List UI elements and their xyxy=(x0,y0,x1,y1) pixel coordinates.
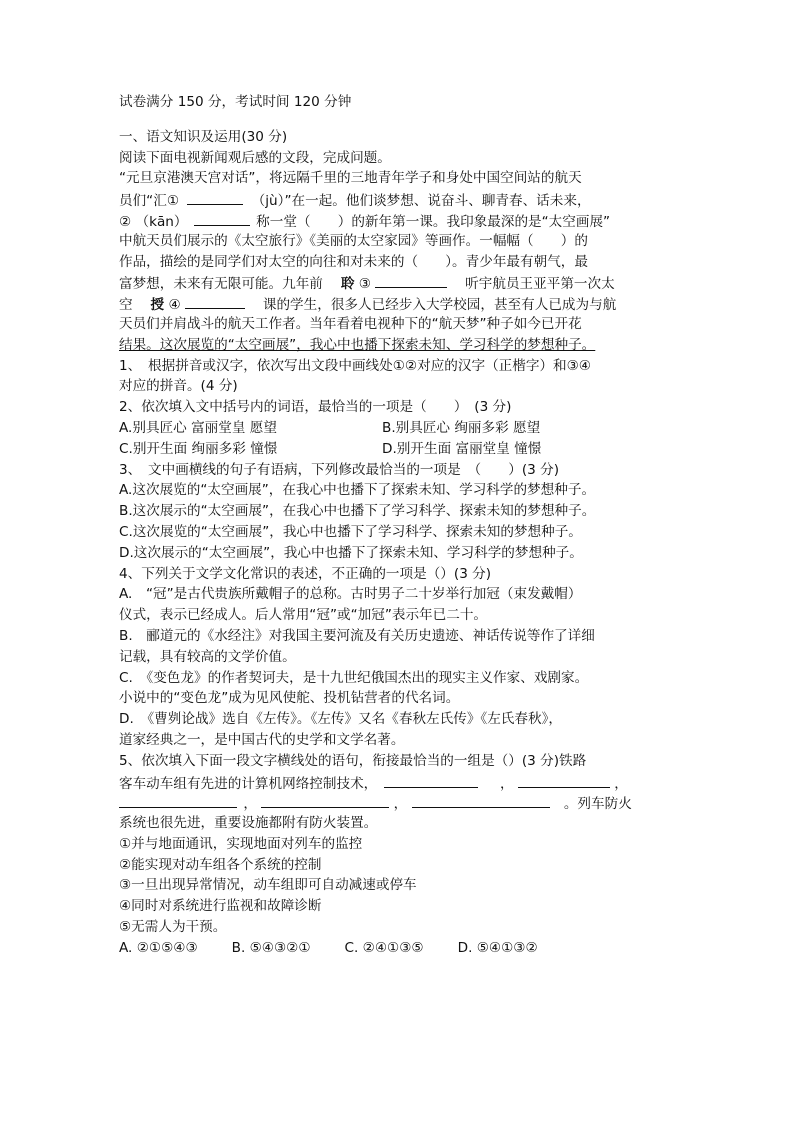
option-a[interactable]: A. “冠”是古代贵族所戴帽子的总称。古时男子二十岁举行加冠（束发戴帽） xyxy=(119,586,582,603)
passage-text: 听宇航员王亚平第一次太 xyxy=(451,276,615,293)
question-stem: ， ， 。列车防火 xyxy=(119,792,681,813)
answer-blank-5c[interactable] xyxy=(119,792,237,808)
option-d[interactable]: D.别开生面 富丽堂皇 憧憬 xyxy=(382,440,542,457)
answer-blank-5b[interactable] xyxy=(518,772,610,788)
passage-line xyxy=(119,210,681,231)
section-intro: 阅读下面电视新闻观后感的文段，完成问题。 xyxy=(119,149,391,166)
passage-text: 空 xyxy=(119,297,147,314)
sentence-item: ②能实现对动车组各个系统的控制 xyxy=(119,856,322,873)
passage-line: 中航天员们展示的《太空旅行》《美丽的太空家园》等画作。一幅幅（ ）的 xyxy=(119,232,588,249)
option-b[interactable]: B. 郦道元的《水经注》对我国主要河流及有关历史遗迹、神话传说等作了详细 xyxy=(119,627,595,644)
passage-line: 天员们并肩战斗的航天工作者。当年看着电视种下的“航天梦”种子如今已开花 xyxy=(119,315,582,332)
question-stem: 5、依次填入下面一段文字横线处的语句，衔接最恰当的一组是（）(3 分)铁路 xyxy=(119,752,587,769)
passage-line: 作品，描绘的是同学们对太空的向往和对未来的（ ）。青少年最有朝气，最 xyxy=(119,253,588,270)
question-1 xyxy=(119,356,681,398)
question-stem: 对应的拼音。(4 分) xyxy=(119,378,238,395)
option-a[interactable]: A.这次展览的“太空画展”，在我心中也播下了探索未知、学习科学的梦想种子。 xyxy=(119,482,596,499)
passage-text: （jù）”在一起。他们谈梦想、说奋斗、聊青春、话未来， xyxy=(251,193,591,210)
option-c-cont[interactable]: 小说中的“变色龙”成为见风使舵、投机钻营者的代名词。 xyxy=(119,690,460,707)
option-c[interactable]: C.别开生面 绚丽多彩 憧憬 xyxy=(119,440,278,457)
option-d[interactable]: D. 《曹刿论战》选自《左传》。《左传》又名《春秋左氏传》《左氏春秋》， xyxy=(119,711,562,728)
option-c[interactable]: C. ②④①③⑤ xyxy=(344,939,424,956)
passage-line: “元旦京港澳天宫对话”，将远隔千里的三地青年学子和身处中国空间站的航天 xyxy=(119,170,582,187)
passage-text: 称一堂（ ）的新年第一课。我印象最深的是“太空画展” xyxy=(256,213,611,230)
exam-page xyxy=(119,92,681,959)
option-a[interactable]: A.别具匠心 富丽堂皇 愿望 xyxy=(119,419,277,436)
sentence-item: ④同时对系统进行监视和故障诊断 xyxy=(119,898,322,915)
option-b[interactable]: B.这次展示的“太空画展”，在我心中也播下了学习科学、探索未知的梦想种子。 xyxy=(119,503,596,520)
passage-line xyxy=(119,272,681,293)
option-b-cont[interactable]: 记载，具有较高的文学价值。 xyxy=(119,648,296,665)
passage-text: ④ xyxy=(168,297,181,314)
passage-text: ② （kān） xyxy=(119,213,188,230)
passage xyxy=(119,168,681,355)
question-stem: 1、 根据拼音或汉字，依次写出文段中画线处①②对应的汉字（正楷字）和③④ xyxy=(119,357,591,374)
passage-text: ③ xyxy=(358,276,371,293)
sentence-item: ①并与地面通讯，实现地面对列车的监控 xyxy=(119,835,363,852)
question-3 xyxy=(119,460,681,564)
question-stem: 客车动车组有先进的计算机网络控制技术， ， ， xyxy=(119,772,681,793)
option-c[interactable]: C.这次展览的“太空画展”，我心中也播下了学习科学、探索未知的梦想种子。 xyxy=(119,523,582,540)
answer-options xyxy=(119,938,681,959)
option-b[interactable]: B. ⑤④③②① xyxy=(231,939,311,956)
passage-line xyxy=(119,189,681,210)
answer-blank-5d[interactable] xyxy=(261,792,389,808)
passage-text: 员们“汇① xyxy=(119,193,180,210)
sentence-item: ③一旦出现异常情况，动车组即可自动减速或停车 xyxy=(119,877,417,894)
option-a[interactable]: A. ②①⑤④③ xyxy=(119,939,198,956)
passage-text: 课的学生，很多人已经步入大学校园，甚至有人已成为与航 xyxy=(249,297,617,314)
question-stem: 2、依次填入文中括号内的词语，最恰当的一项是（ ） (3 分) xyxy=(119,399,512,416)
sentence-item: ⑤无需人为干预。 xyxy=(119,919,227,936)
question-2 xyxy=(119,397,681,459)
question-stem: 4、下列关于文学文化常识的表述，不正确的一项是（）(3 分) xyxy=(119,565,492,582)
option-a-cont[interactable]: 仪式，表示已经成人。后人常用“冠”或“加冠”表示年已二十。 xyxy=(119,607,488,624)
exam-header: 试卷满分 150 分，考试时间 120 分钟 xyxy=(119,94,352,110)
marked-char: 授 xyxy=(150,297,165,314)
section-title: 一、语文知识及运用(30 分) xyxy=(119,128,288,145)
answer-blank-5e[interactable] xyxy=(412,792,550,808)
question-5 xyxy=(119,751,681,959)
answer-blank-1[interactable] xyxy=(187,189,243,205)
option-d[interactable]: D. ⑤④①③② xyxy=(457,939,538,956)
passage-text: 富梦想，未来有无限可能。九年前 xyxy=(119,276,337,293)
answer-blank-2[interactable] xyxy=(194,210,250,226)
question-4 xyxy=(119,564,681,751)
option-c[interactable]: C. 《变色龙》的作者契诃夫，是十九世纪俄国杰出的现实主义作家、戏剧家。 xyxy=(119,669,589,686)
answer-blank-5a[interactable] xyxy=(384,772,478,788)
question-stem: 系统也很先进，重要设施都附有防火装置。 xyxy=(119,815,378,832)
option-b[interactable]: B.别具匠心 绚丽多彩 愿望 xyxy=(382,419,541,436)
answer-blank-4[interactable] xyxy=(185,293,245,309)
underlined-sentence: 结果。这次展览的“太空画展”，我心中也播下探索未知、学习科学的梦想种子。 xyxy=(119,336,596,353)
option-d-cont[interactable]: 道家经典之一，是中国古代的史学和文学名著。 xyxy=(119,731,405,748)
option-d[interactable]: D.这次展示的“太空画展”，我心中也播下了探索未知、学习科学的梦想种子。 xyxy=(119,544,583,561)
answer-blank-3[interactable] xyxy=(375,272,447,288)
passage-line xyxy=(119,293,681,314)
marked-char: 聆 xyxy=(340,276,355,293)
question-stem: 3、 文中画横线的句子有语病，下列修改最恰当的一项是 （ ）(3 分) xyxy=(119,461,560,478)
